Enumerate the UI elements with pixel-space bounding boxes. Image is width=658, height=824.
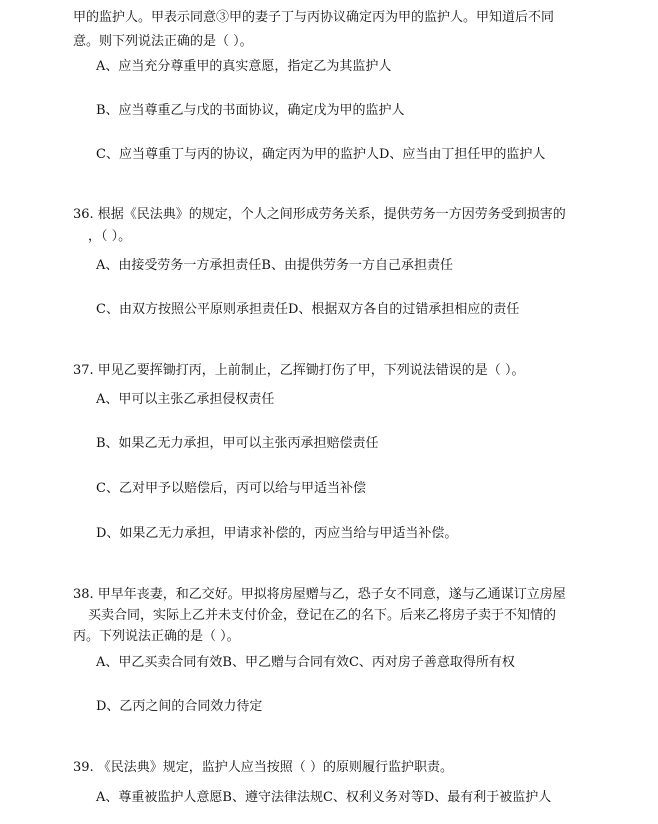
option-a-b: A、由接受劳务一方承担责任B、由提供劳务一方自己承担责任 bbox=[96, 258, 453, 273]
question-36: 36. 根据《民法典》的规定，个人之间形成劳务关系，提供劳务一方因劳务受到损害的 bbox=[73, 207, 566, 222]
option-a-b-c: A、甲乙买卖合同有效B、甲乙赠与合同有效C、丙对房子善意取得所有权 bbox=[96, 655, 515, 670]
option-b: B、应当尊重乙与戊的书面协议，确定戊为甲的监护人 bbox=[96, 103, 405, 118]
question-38: 38. 甲早年丧妻，和乙交好。甲拟将房屋赠与乙，恐子女不同意，遂与乙通谋订立房屋 bbox=[73, 587, 566, 602]
option-a-b-c-d: A、尊重被监护人意愿B、遵守法律法规C、权利义务对等D、最有利于被监护人 bbox=[96, 790, 552, 805]
option-c: C、乙对甲予以赔偿后，丙可以给与甲适当补偿 bbox=[96, 481, 366, 496]
option-d: D、如果乙无力承担，甲请求补偿的，丙应当给与甲适当补偿。 bbox=[96, 526, 458, 541]
question-37: 37. 甲见乙要挥锄打丙，上前制止，乙挥锄打伤了甲，下列说法错误的是（ ）。 bbox=[73, 363, 525, 378]
option-c-d: C、由双方按照公平原则承担责任D、根据双方各自的过错承担相应的责任 bbox=[96, 302, 520, 317]
option-c-d: C、应当尊重丁与丙的协议，确定丙为甲的监护人D、应当由丁担任甲的监护人 bbox=[96, 147, 546, 162]
option-b: B、如果乙无力承担，甲可以主张丙承担赔偿责任 bbox=[96, 436, 379, 451]
question-38-continued: 买卖合同，实际上乙并未支付价金，登记在乙的名下。后来乙将房子卖于不知情的 bbox=[88, 608, 557, 623]
question-36-continued: ，（ ）。 bbox=[88, 229, 132, 244]
question-text: 甲的监护人。甲表示同意③甲的妻子丁与丙协议确定丙为甲的监护人。甲知道后不同 bbox=[73, 10, 555, 25]
option-d: D、乙丙之间的合同效力待定 bbox=[96, 699, 263, 714]
question-38-continued: 丙。下列说法正确的是（ ）。 bbox=[73, 629, 240, 644]
question-text: 意。则下列说法正确的是（ ）。 bbox=[73, 34, 253, 49]
option-a: A、应当充分尊重甲的真实意愿，指定乙为其监护人 bbox=[96, 59, 392, 74]
option-a: A、甲可以主张乙承担侵权责任 bbox=[96, 392, 275, 407]
question-39: 39. 《民法典》规定，监护人应当按照（ ）的原则履行监护职责。 bbox=[73, 760, 453, 775]
